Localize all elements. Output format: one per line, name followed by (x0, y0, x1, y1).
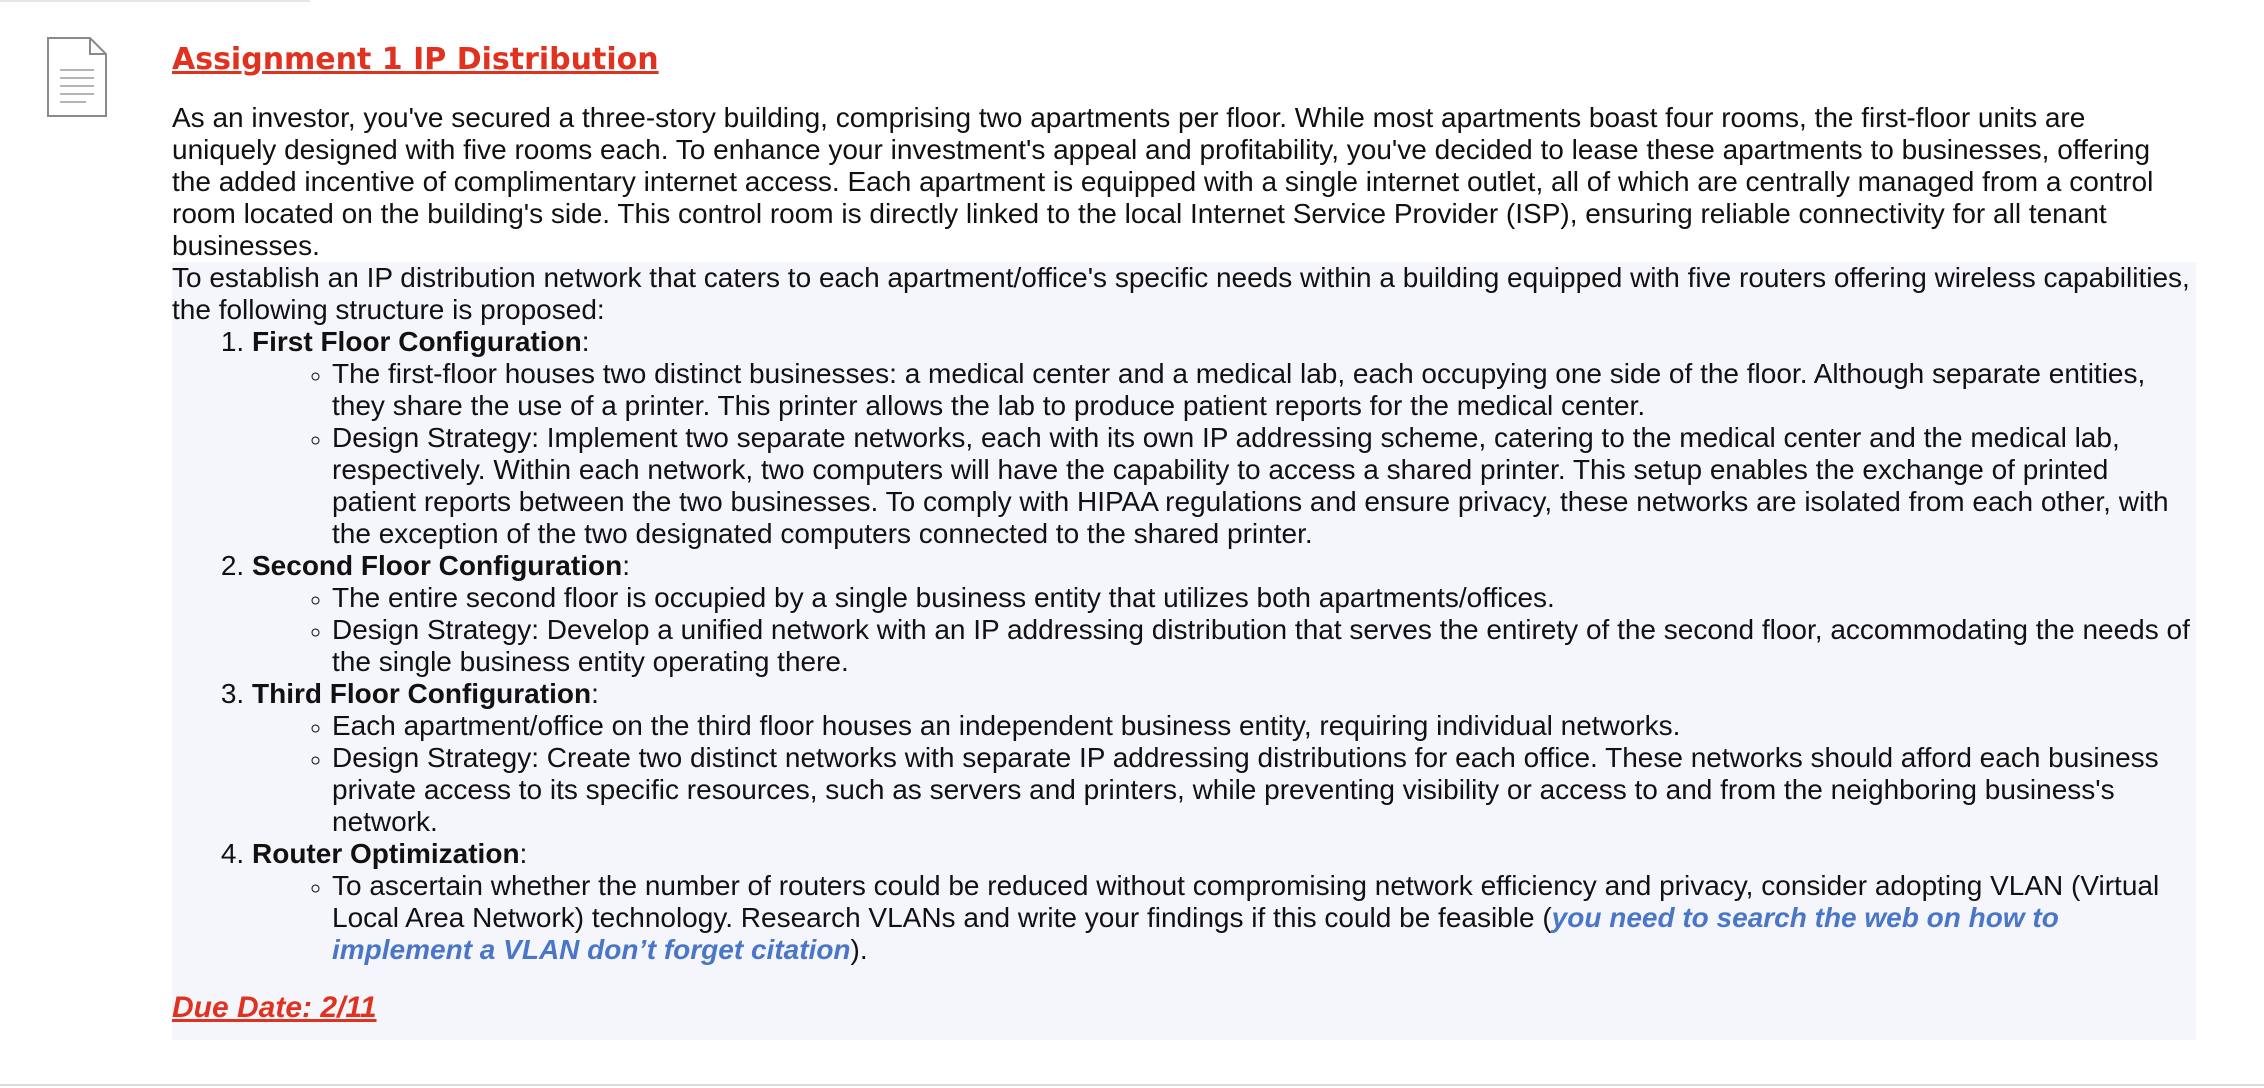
section-heading: Router Optimization (252, 838, 520, 869)
section-heading: Third Floor Configuration (252, 678, 592, 709)
citation-note: you need to search the web on how to implement a VLAN don’t forget citation (332, 902, 2059, 965)
list-item-second-floor: 2. Second Floor Configuration: ◦ The entire second floor is occupied by a single business entity that utilizes both apartments/offices. ◦ Design Strategy: Develop a unified network with an IP addressing distribution that serves the entirety of the second floor, accommodating the needs of the single business entity operating there. (252, 550, 2196, 678)
document-body (172, 40, 2192, 1040)
list-item-third-floor: 3. Third Floor Configuration: ◦ Each apartment/office on the third floor houses an independent business entity, requiring individual networks. ◦ Design Strategy: Create two distinct networks with separate IP addressing distributions for each office. These networks should afford each business private access to its specific resources, such as servers and printers, while preventing visibility or access to and from the neighboring business's network. (252, 678, 2196, 838)
document-icon (46, 36, 108, 118)
lead-paragraph: To establish an IP distribution network that caters to each apartment/office's specific needs within a building equipped with five routers offering wireless capabilities, the following structure is proposed: (172, 262, 2190, 325)
list-item-router-optimization: 4. Router Optimization: ◦ To ascertain whether the number of routers could be reduced without compromising network efficiency and privacy, consider adopting VLAN (Virtual Local Area Network) technology. Research VLANs and write your findings if this could be feasible (you need to search the web on how to implement a VLAN don’t forget citation). (252, 838, 2196, 966)
configuration-list (172, 326, 2196, 966)
sub-list (252, 582, 2196, 678)
list-item-first-floor: 1. First Floor Configuration: ◦ The first-floor houses two distinct businesses: a medical center and a medical lab, each occupying one side of the floor. Although separate entities, they share the use of a printer. This printer allows the lab to produce patient reports for the medical center. ◦ Design Strategy: Implement two separate networks, each with its own IP addressing scheme, catering to the medical center and the medical lab, respectively. Within each network, two computers will have the capability to access a shared printer. This setup enables the exchange of printed patient reports between the two businesses. To comply with HIPAA regulations and ensure privacy, these networks are isolated from each other, with the exception of the two designated computers connected to the shared printer. (252, 326, 2196, 550)
list-item: ◦ Design Strategy: Create two distinct networks with separate IP addressing distributions for each office. These networks should afford each business private access to its specific resources, such as servers and printers, while preventing visibility or access to and from the neighboring business's network. (332, 742, 2196, 838)
list-item: ◦ Design Strategy: Develop a unified network with an IP addressing distribution that serves the entirety of the second floor, accommodating the needs of the single business entity operating there. (332, 614, 2196, 678)
intro-paragraph: As an investor, you've secured a three-story building, comprising two apartments per floor. While most apartments boast four rooms, the first-floor units are uniquely designed with five rooms each. To enhance your investment's appeal and profitability, you've decided to lease these apartments to businesses, offering the added incentive of complimentary internet access. Each apartment is equipped with a single internet outlet, all of which are centrally managed from a control room located on the building's side. This control room is directly linked to the local Internet Service Provider (ISP), ensuring reliable connectivity for all tenant businesses. (172, 102, 2154, 261)
section-heading: Second Floor Configuration (252, 550, 623, 581)
list-item: ◦ To ascertain whether the number of routers could be reduced without compromising network efficiency and privacy, consider adopting VLAN (Virtual Local Area Network) technology. Research VLANs and write your findings if this could be feasible (you need to search the web on how to implement a VLAN don’t forget citation). (332, 870, 2196, 966)
list-item: ◦ Design Strategy: Implement two separate networks, each with its own IP addressing scheme, catering to the medical center and the medical lab, respectively. Within each network, two computers will have the capability to access a shared printer. This setup enables the exchange of printed patient reports between the two businesses. To comply with HIPAA regulations and ensure privacy, these networks are isolated from each other, with the exception of the two designated computers connected to the shared printer. (332, 422, 2196, 550)
assignment-section (172, 262, 2196, 1040)
list-item: ◦ The entire second floor is occupied by a single business entity that utilizes both apartments/offices. (332, 582, 2196, 614)
sub-list (252, 710, 2196, 838)
sub-list (252, 358, 2196, 550)
bottom-divider (0, 1084, 2264, 1086)
due-date: Due Date: 2/11 (172, 991, 377, 1024)
list-item: ◦ Each apartment/office on the third floor houses an independent business entity, requiring individual networks. (332, 710, 2196, 742)
document-title: Assignment 1 IP Distribution (172, 42, 659, 77)
list-item: ◦ The first-floor houses two distinct businesses: a medical center and a medical lab, each occupying one side of the floor. Although separate entities, they share the use of a printer. This printer allows the lab to produce patient reports for the medical center. (332, 358, 2196, 422)
top-divider (0, 0, 310, 2)
sub-list (252, 870, 2196, 966)
section-heading: First Floor Configuration (252, 326, 582, 357)
